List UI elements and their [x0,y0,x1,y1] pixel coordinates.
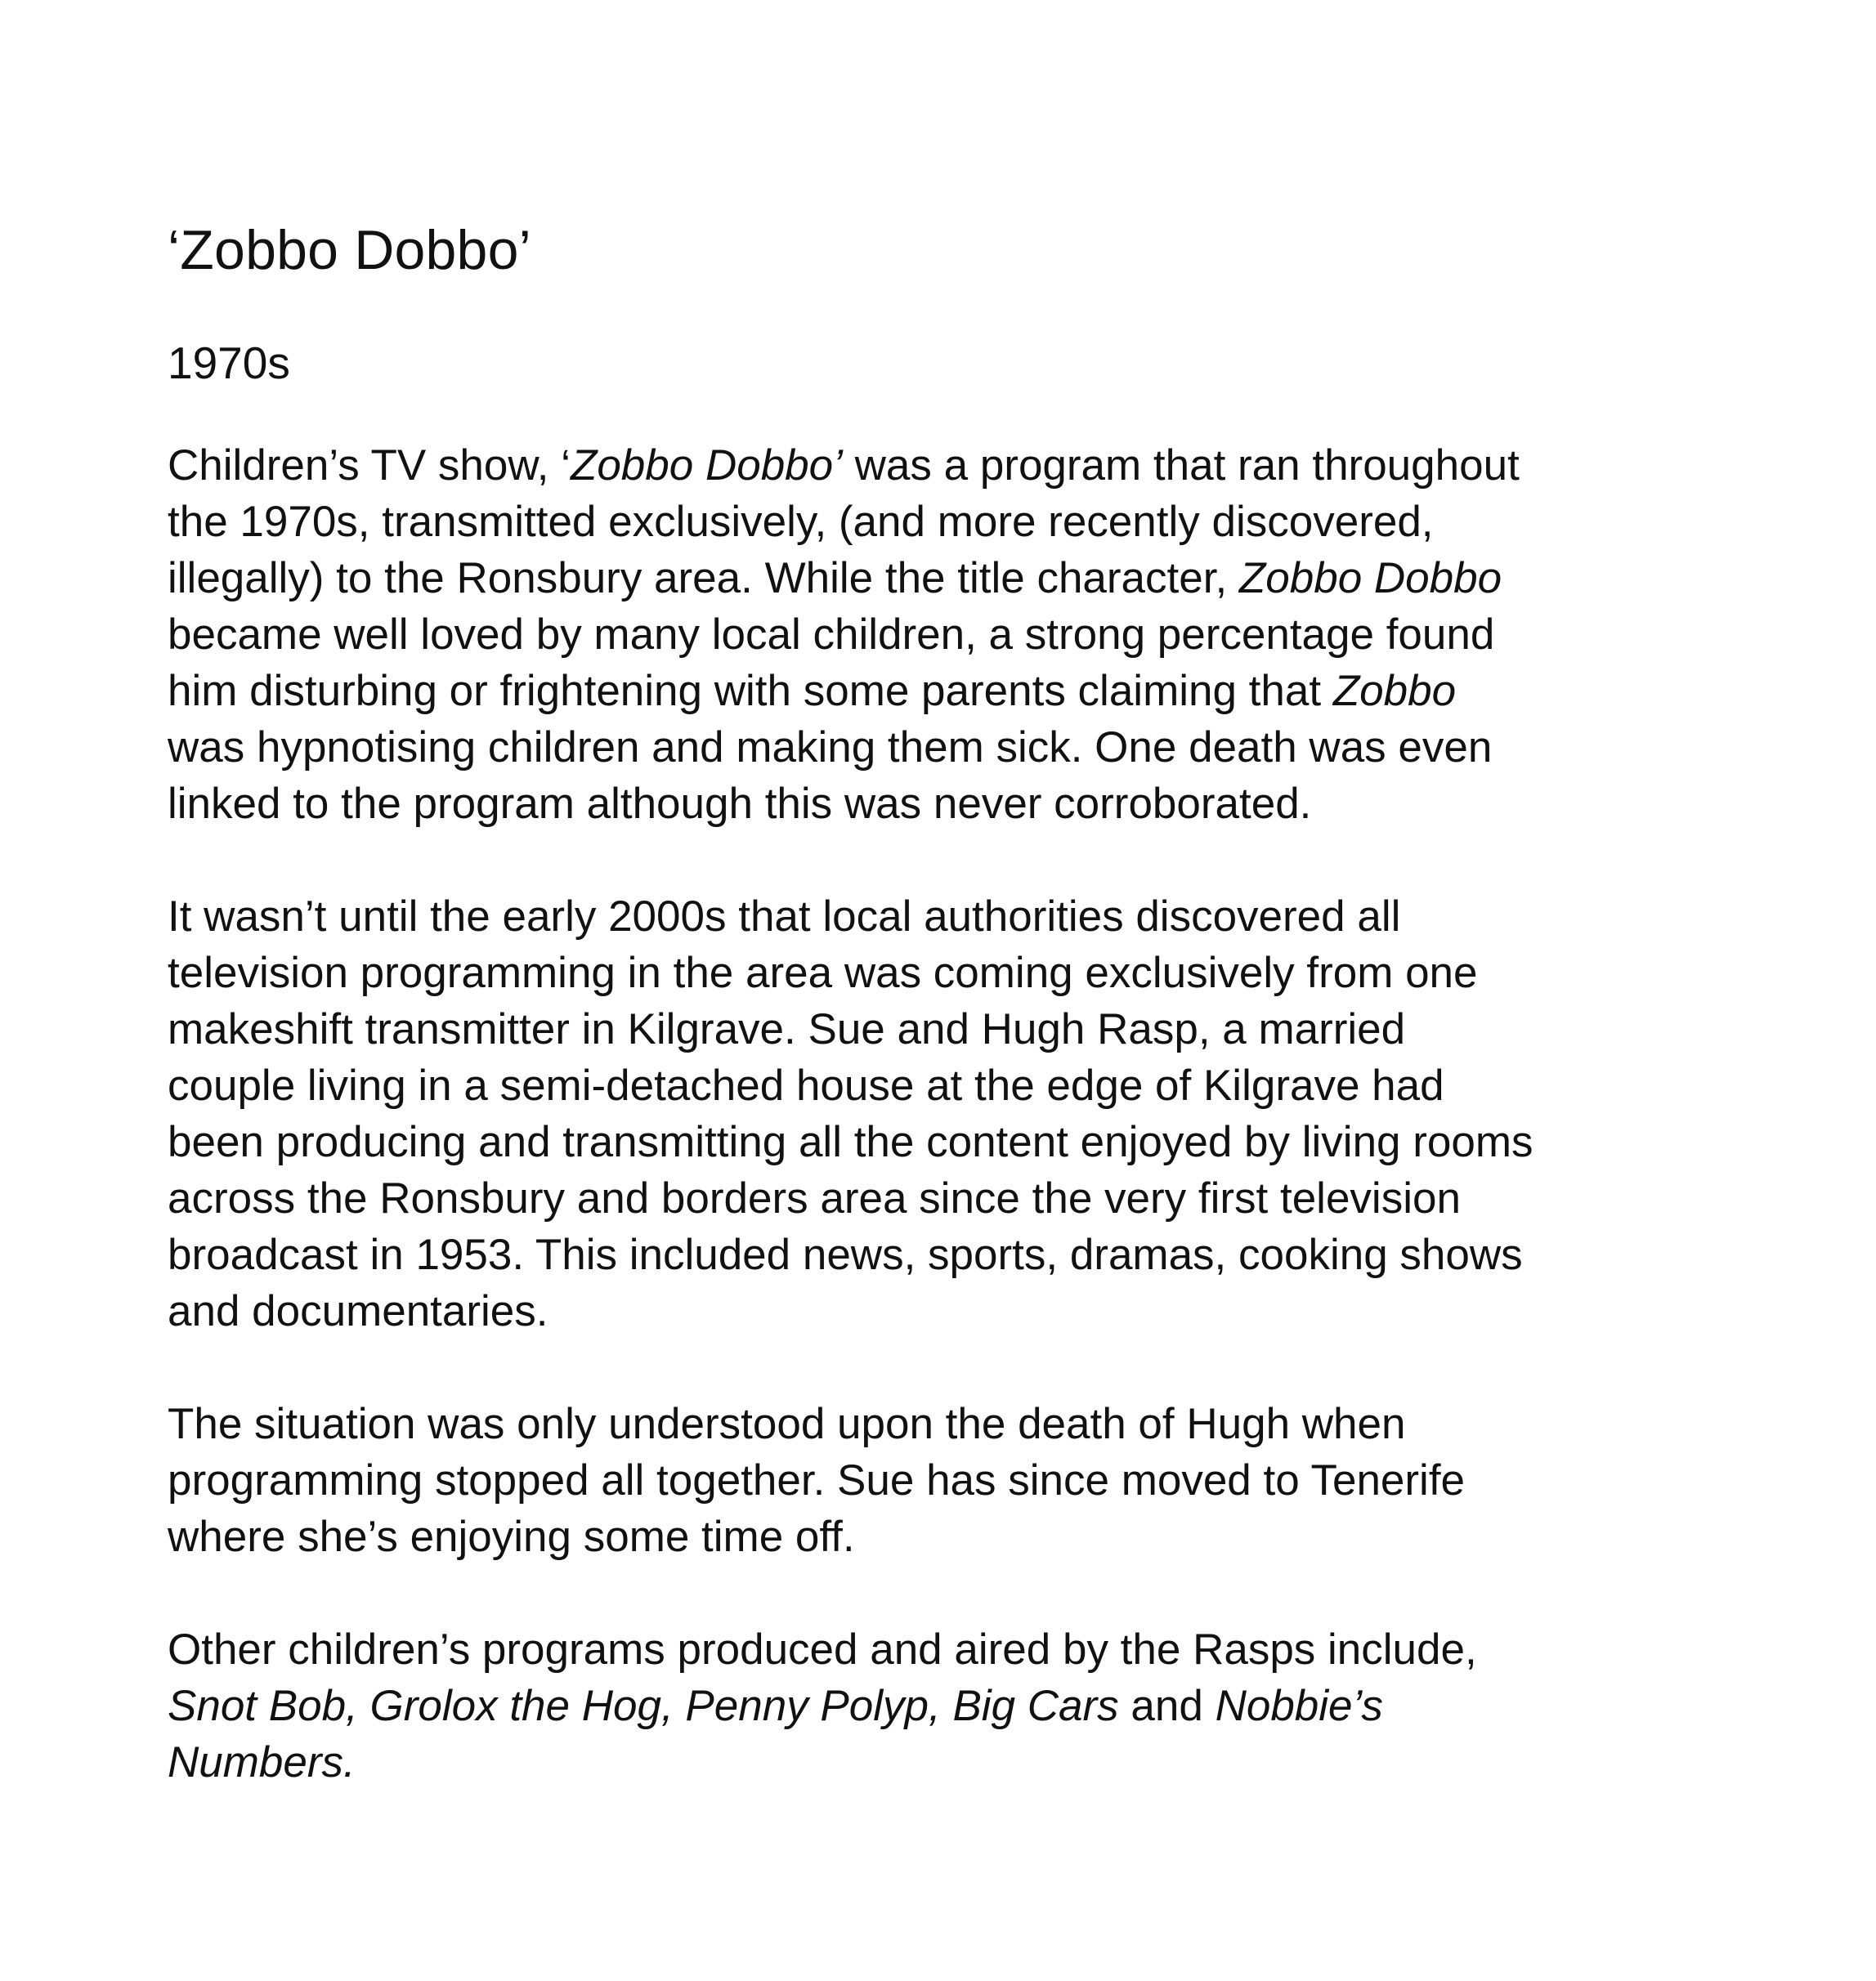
paragraph-line: It wasn’t until the early 2000s that local authorities discovered all [168,892,1401,941]
text-run: was a program that ran throughout [842,441,1520,490]
paragraph-discovery [168,888,1762,1339]
paragraph-line [168,550,1762,606]
paragraph-situation [168,1396,1762,1565]
paragraph-line: The situation was only understood upon the death of Hugh when [168,1400,1406,1448]
paragraph-line: makeshift transmitter in Kilgrave. Sue and Hugh Rasp, a married [168,1005,1406,1053]
paragraph-line: linked to the program although this was never corroborated. [168,780,1312,828]
italic-title-run: Snot Bob, Grolox the Hog, Penny Polyp, Big Cars [168,1682,1119,1730]
paragraph-line [168,663,1762,719]
paragraph-other-programs [168,1621,1762,1791]
paragraph-line: television programming in the area was coming exclusively from one [168,949,1478,997]
paragraph-line: programming stopped all together. Sue has since moved to Tenerife [168,1456,1466,1505]
italic-title-run: Nobbie’s [1215,1682,1383,1730]
paragraph-line: was hypnotising children and making them sick. One death was even [168,723,1493,771]
document-title: ‘Zobbo Dobbo’ [168,219,531,281]
paragraph-line: been producing and transmitting all the content enjoyed by living rooms [168,1118,1533,1166]
text-run: him disturbing or frightening with some parents claiming that [168,667,1333,715]
paragraph-intro [168,437,1762,832]
paragraph-line: where she’s enjoying some time off. [168,1513,855,1561]
paragraph-line [168,437,1762,494]
paragraph-line [168,1678,1762,1734]
paragraph-line: became well loved by many local children, a strong percentage found [168,610,1495,659]
text-run: Children’s TV show, ‘ [168,441,571,490]
paragraph-line [168,1734,1762,1791]
italic-title-run: Numbers. [168,1738,356,1786]
paragraph-line: broadcast in 1953. This included news, sports, dramas, cooking shows [168,1231,1523,1279]
italic-title-run: Zobbo [1332,667,1457,715]
italic-title-run: Zobbo Dobbo’ [570,441,843,490]
paragraph-line: Other children’s programs produced and aired by the Rasps include, [168,1625,1477,1674]
document-page [168,214,1762,1791]
text-run: and [1118,1682,1216,1730]
text-run: illegally) to the Ronsbury area. While the title character, [168,554,1239,602]
italic-title-run: Zobbo Dobbo [1238,554,1502,602]
paragraph-line: across the Ronsbury and borders area since the very first television [168,1174,1461,1223]
document-year: 1970s [168,338,290,388]
paragraph-line: couple living in a semi-detached house at the edge of Kilgrave had [168,1062,1444,1110]
paragraph-line: and documentaries. [168,1287,548,1335]
paragraph-line: the 1970s, transmitted exclusively, (and more recently discovered, [168,498,1434,546]
